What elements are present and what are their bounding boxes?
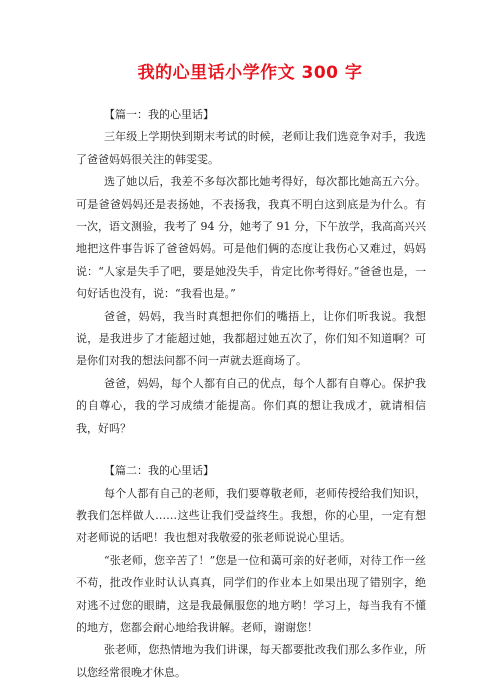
section-heading: 【篇一：我的心里话】: [104, 108, 214, 121]
paragraph: 爸爸，妈妈，我当时真想把你们的嘴捂上，让你们听我说。我想说，是我进步了才能超过她，我都超过她五次了，你们知不知道啊？可是你们对我的想法问都不问一声就去逛商场了。: [76, 309, 426, 368]
section-heading: 【篇二：我的心里话】: [104, 464, 214, 478]
paragraph: 选了她以后，我差不多每次都比她考得好，每次都比她高五六分。可是爸爸妈妈还是表扬她，不表扬我，我真不明白这到底是为什么。有一次，语文测验，我考了 94 分，她考了 91 分，下午放学，我高高兴兴地把这件事告诉了爸爸妈妈。可是他们俩的态度让我伤心又难过，妈妈说：“人家是失手了吧，要是她没失手，肯定比你考得好。”爸爸也是，一句好话也没有，说：“我看也是。”: [76, 175, 426, 301]
document-title: 我的心里话小学作文 300 字: [137, 63, 363, 83]
section-spacer: [76, 440, 426, 460]
paragraph: 爸爸，妈妈，每个人都有自己的优点，每个人都有自尊心。保护我的自尊心，我的学习成绩才能提高。你们真的想让我成才，就请相信我，好吗？: [76, 376, 426, 435]
paragraph: “张老师，您辛苦了！”您是一位和蔼可亲的好老师，对待工作一丝不苟，批改作业时认认真真，同学们的作业本上如果出现了错别字，绝对逃不过您的眼睛，这是我最佩服您的地方哟！学习上，每当我有不懂的地方，您都会耐心地给我讲解。老师，谢谢您！: [76, 553, 426, 634]
paragraph: 每个人都有自己的老师，我们要尊敬老师，老师传授给我们知识，教我们怎样做人……这些让我们受益终生。我想，你的心里，一定有想对老师说的话吧！我也想对我敬爱的张老师说说心里话。: [76, 486, 426, 545]
paragraph: 张老师，您热情地为我们讲课，每天都要批改我们那么多作业，所以您经常很晚才休息。: [76, 643, 426, 679]
paragraph: 三年级上学期快到期末考试的时候，老师让我们选竞争对手，我选了爸爸妈妈很关注的韩雯雯。: [76, 130, 426, 166]
document-body: [76, 104, 426, 684]
